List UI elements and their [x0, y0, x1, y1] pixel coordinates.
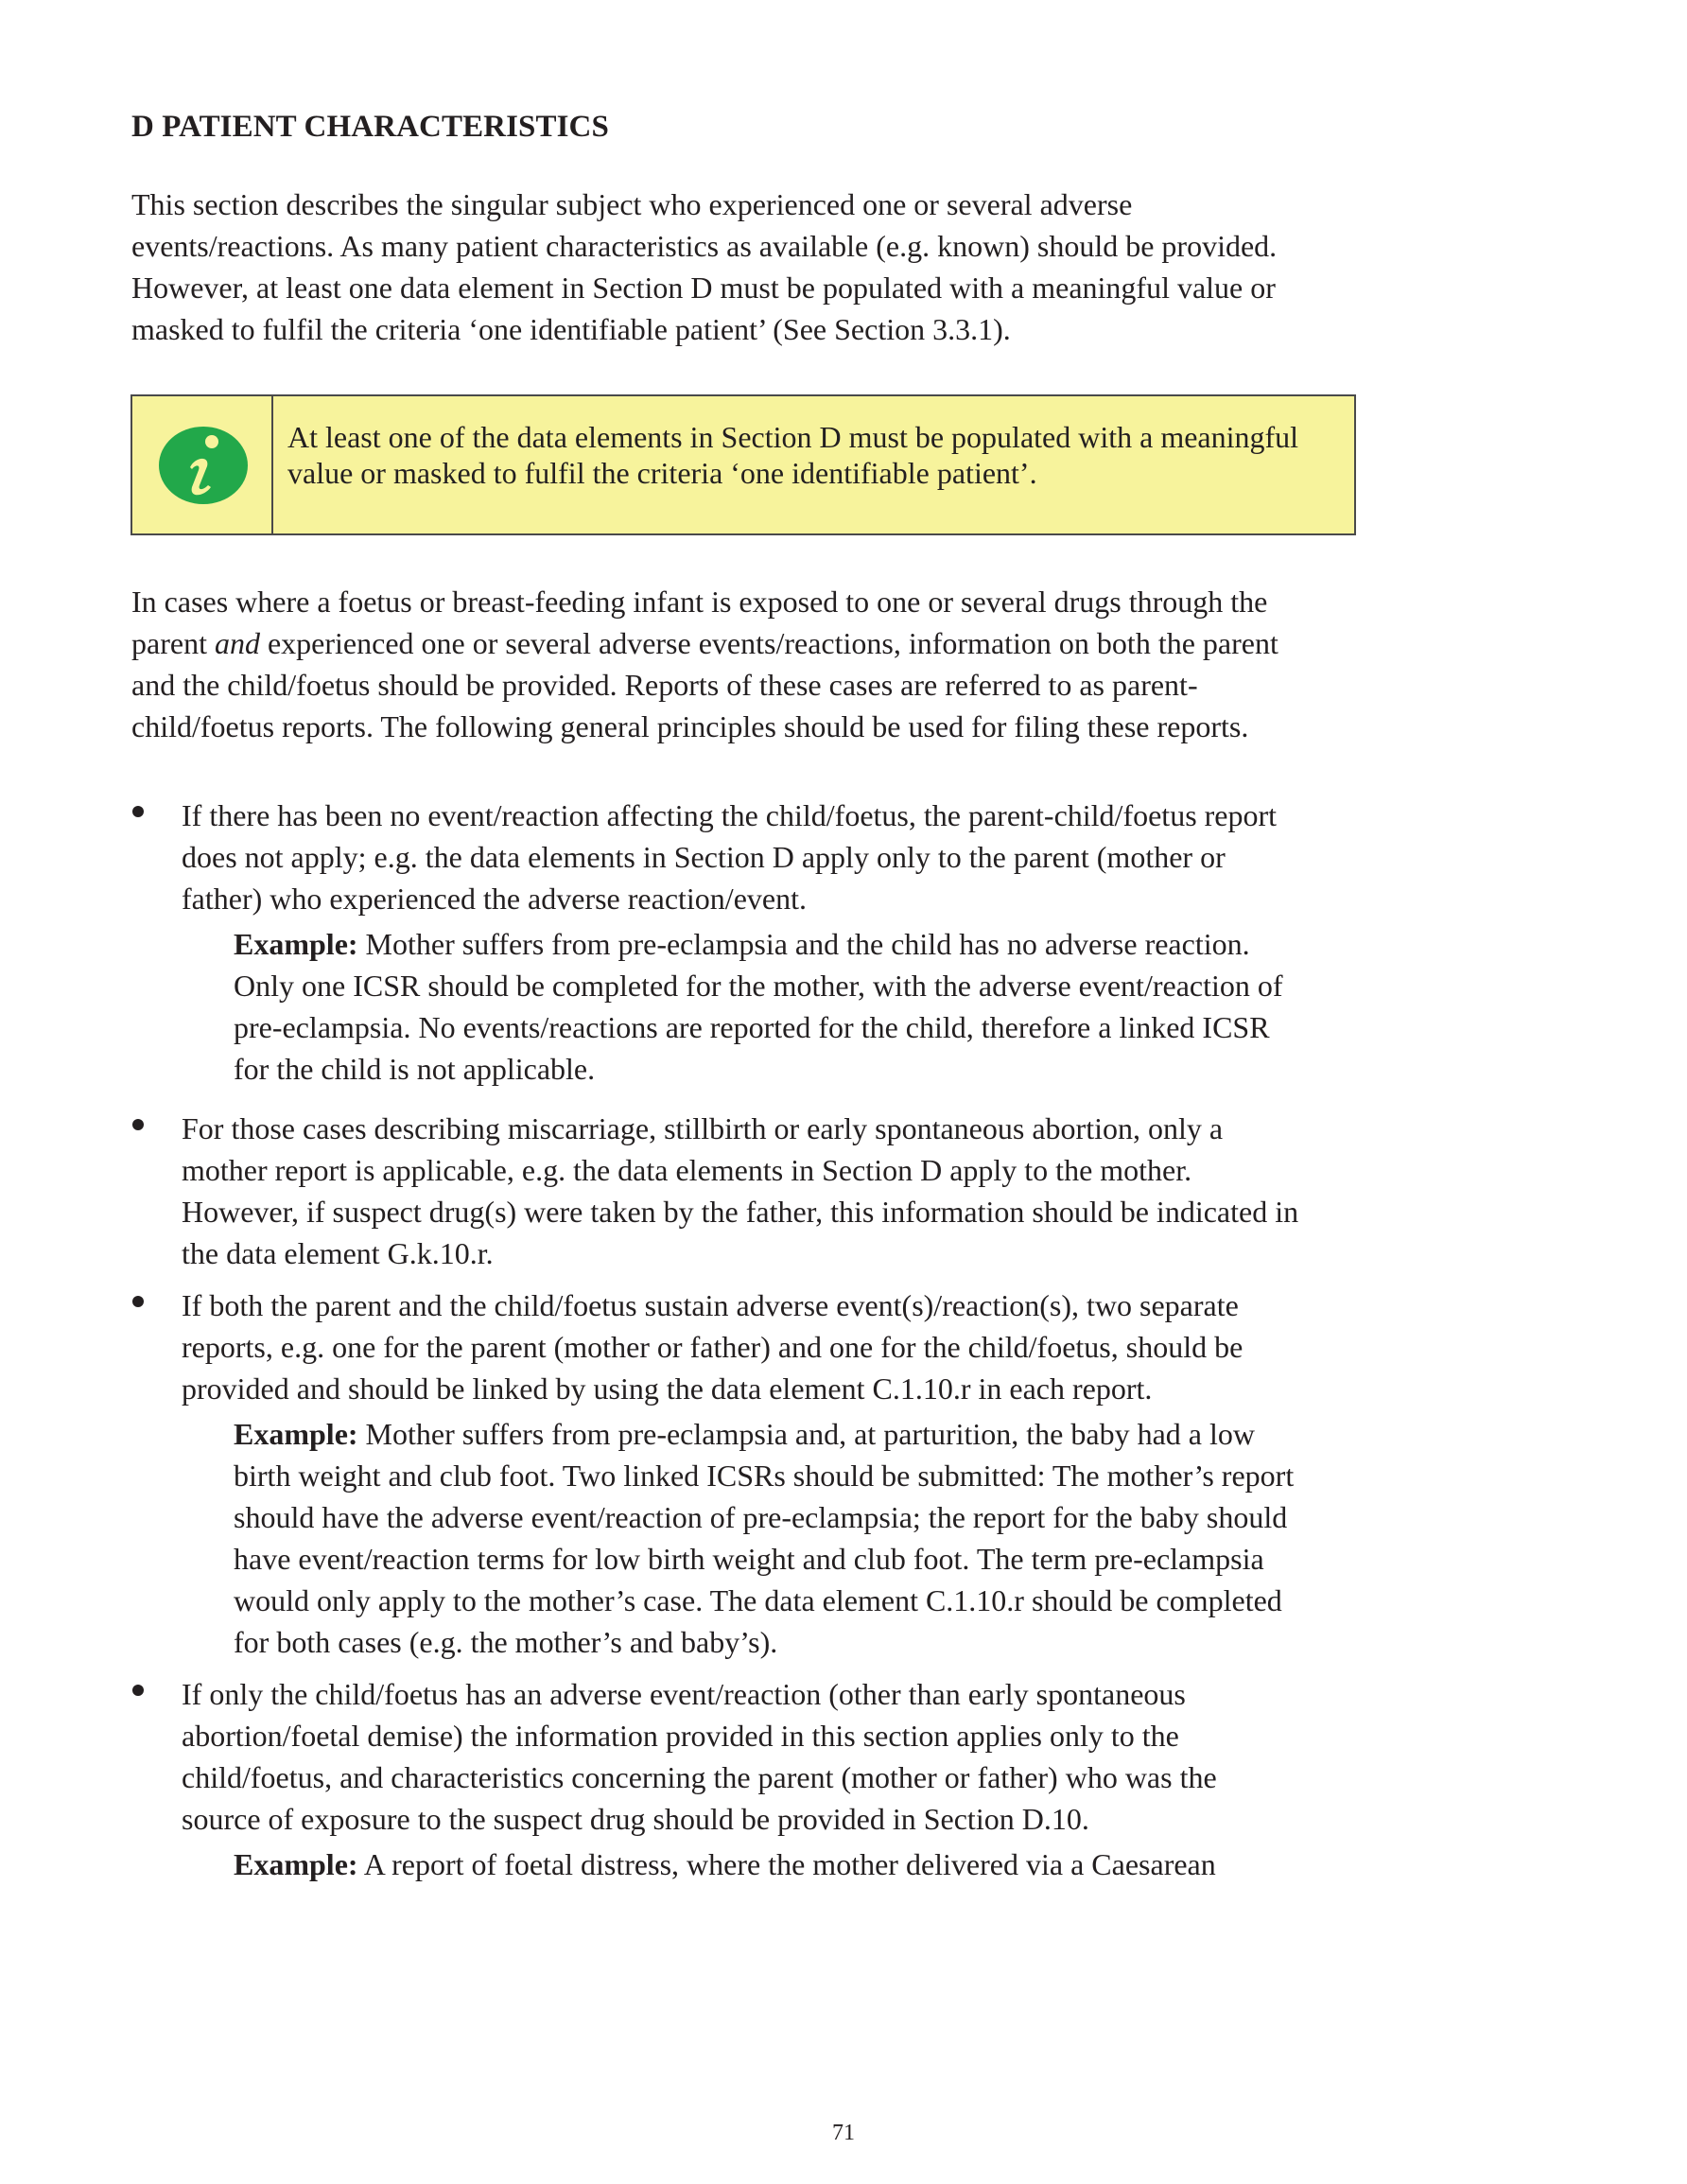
text-span: A report of foetal distress, where the mother delivered via a Caesarean	[357, 1847, 1216, 1881]
text-span: experienced one or several adverse events/reactions, information on both the parent	[259, 626, 1278, 660]
text-line: and the child/foetus should be provided. Reports of these cases are referred to as parent-	[131, 668, 1198, 702]
text-line: However, if suspect drug(s) were taken by the father, this information should be indicated in	[182, 1195, 1299, 1229]
text-line	[234, 923, 1250, 965]
text-line: source of exposure to the suspect drug should be provided in Section D.10.	[182, 1802, 1089, 1836]
callout-divider	[271, 396, 273, 533]
text-line: child/foetus, and characteristics concerning the parent (mother or father) who was the	[182, 1760, 1217, 1794]
text-line: mother report is applicable, e.g. the data elements in Section D apply to the mother.	[182, 1153, 1192, 1187]
text-line	[234, 1413, 1255, 1455]
info-icon	[159, 427, 248, 504]
text-line	[131, 622, 1278, 664]
text-line: for the child is not applicable.	[234, 1052, 596, 1086]
text-line: would only apply to the mother’s case. The data element C.1.10.r should be completed	[234, 1583, 1282, 1617]
example-label: Example:	[234, 1847, 358, 1881]
text-line: the data element G.k.10.r.	[182, 1236, 494, 1270]
example-label: Example:	[234, 1417, 358, 1451]
bullet-icon	[132, 1119, 144, 1130]
text-line: masked to fulfil the criteria ‘one identifiable patient’ (See Section 3.3.1).	[131, 312, 1011, 346]
text-line: reports, e.g. one for the parent (mother or father) and one for the child/foetus, should be	[182, 1330, 1244, 1364]
bullet-icon	[132, 806, 144, 817]
page-number: 71	[832, 2121, 855, 2145]
text-line: If only the child/foetus has an adverse event/reaction (other than early spontaneous	[182, 1677, 1186, 1711]
text-line: father) who experienced the adverse reaction/event.	[182, 882, 807, 916]
text-line: If both the parent and the child/foetus sustain adverse event(s)/reaction(s), two separate	[182, 1288, 1239, 1322]
emphasis-text: and	[214, 626, 260, 660]
text-line: abortion/foetal demise) the information provided in this section applies only to the	[182, 1719, 1179, 1753]
text-line	[234, 1843, 1216, 1885]
info-callout	[130, 394, 1356, 535]
text-line: pre-eclampsia. No events/reactions are reported for the child, therefore a linked ICSR	[234, 1010, 1270, 1044]
text-span: parent	[131, 626, 215, 660]
text-line: child/foetus reports. The following general principles should be used for filing these reports.	[131, 709, 1249, 743]
text-line: This section describes the singular subject who experienced one or several adverse	[131, 187, 1133, 221]
text-line: However, at least one data element in Section D must be populated with a meaningful value or	[131, 271, 1276, 305]
section-heading: D PATIENT CHARACTERISTICS	[131, 110, 609, 144]
bullet-icon	[132, 1685, 144, 1696]
example-label: Example:	[234, 927, 358, 961]
text-line: does not apply; e.g. the data elements in Section D apply only to the parent (mother or	[182, 840, 1226, 874]
text-line: In cases where a foetus or breast-feeding infant is exposed to one or several drugs through the	[131, 585, 1268, 619]
callout-text-line: value or masked to fulfil the criteria ‘one identifiable patient’.	[287, 456, 1037, 490]
text-line: for both cases (e.g. the mother’s and baby’s).	[234, 1625, 778, 1659]
callout-text-line: At least one of the data elements in Section D must be populated with a meaningful	[287, 420, 1299, 454]
text-line: Only one ICSR should be completed for the mother, with the adverse event/reaction of	[234, 969, 1283, 1003]
text-line: events/reactions. As many patient characteristics as available (e.g. known) should be provided.	[131, 229, 1278, 263]
text-span: Mother suffers from pre-eclampsia and the child has no adverse reaction.	[357, 927, 1250, 961]
text-line: If there has been no event/reaction affecting the child/foetus, the parent-child/foetus report	[182, 798, 1278, 832]
text-line: have event/reaction terms for low birth weight and club foot. The term pre-eclampsia	[234, 1542, 1264, 1576]
text-span: Mother suffers from pre-eclampsia and, at parturition, the baby had a low	[357, 1417, 1255, 1451]
text-line: should have the adverse event/reaction of pre-eclampsia; the report for the baby should	[234, 1500, 1288, 1534]
text-line: birth weight and club foot. Two linked ICSRs should be submitted: The mother’s report	[234, 1459, 1295, 1493]
text-line: provided and should be linked by using the data element C.1.10.r in each report.	[182, 1372, 1153, 1406]
bullet-icon	[132, 1296, 144, 1307]
text-line: For those cases describing miscarriage, stillbirth or early spontaneous abortion, only a	[182, 1111, 1224, 1145]
